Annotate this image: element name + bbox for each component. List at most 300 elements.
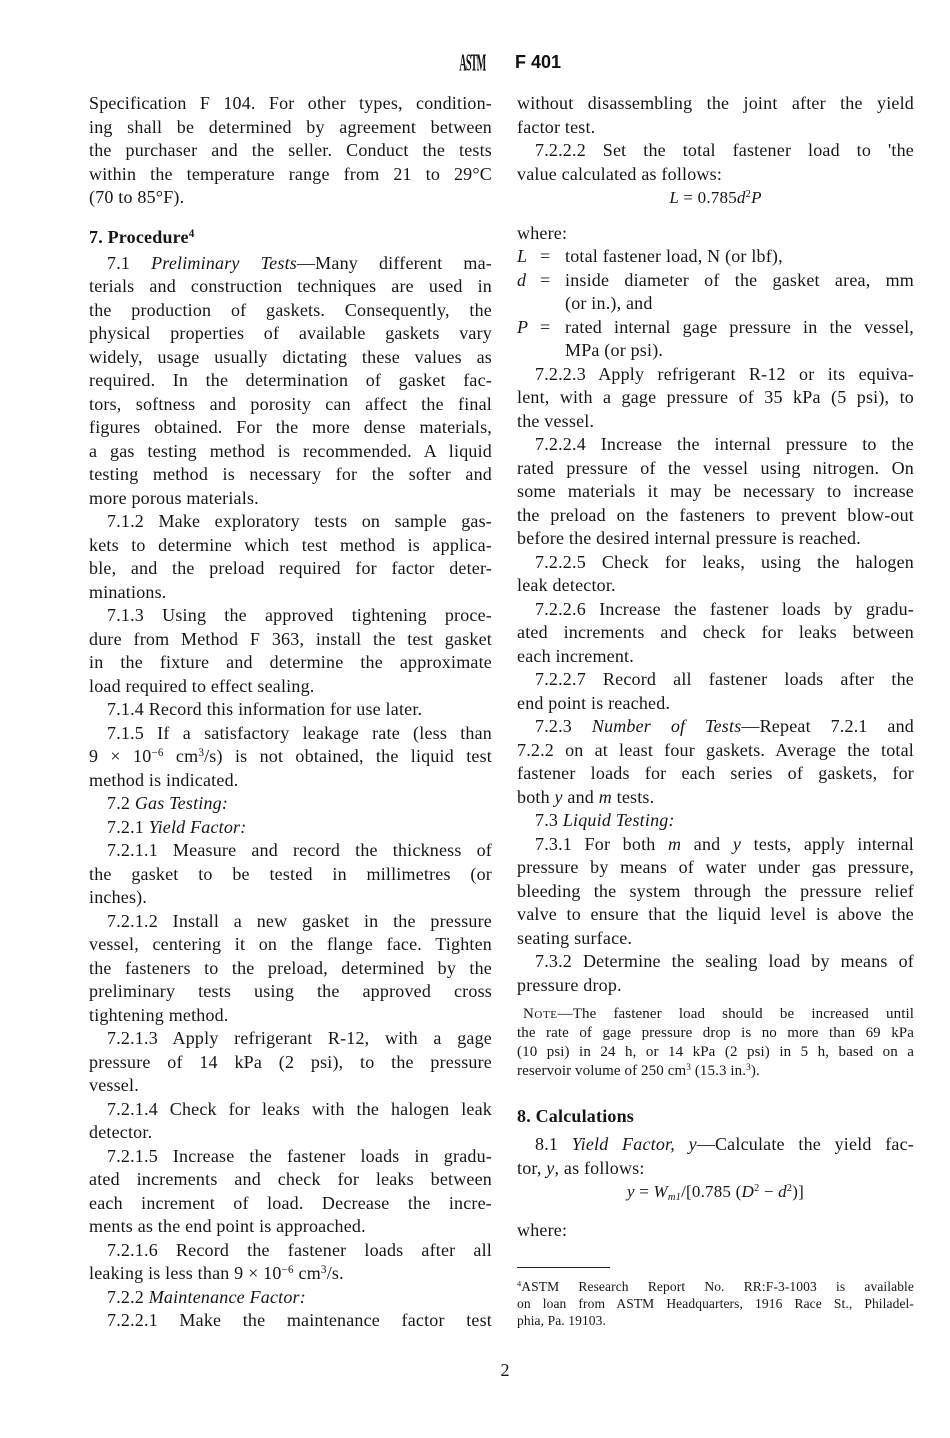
text-line: [89, 92, 492, 116]
text-line: [89, 163, 492, 187]
text-run: fastener loads for each series of gaskets, for: [517, 763, 914, 783]
text-line: [517, 527, 914, 551]
text-line: [89, 933, 492, 957]
text-run: 8. Calculations: [517, 1106, 635, 1126]
italic-run: Number of Tests: [591, 716, 742, 736]
text-line: [89, 1051, 492, 1075]
text-run: ing shall be determined by agreement between: [89, 116, 492, 137]
paragraph-7-1-2: [89, 510, 492, 604]
superscript: 3: [320, 1263, 327, 1276]
text-run: —Many different ma-: [296, 252, 492, 273]
text-run: vessel.: [89, 1075, 139, 1095]
italic-run: d: [778, 1182, 787, 1201]
paragraph-7-2-2-7: [517, 668, 914, 715]
text-run: bleeding the system through the pressure relief: [517, 880, 914, 901]
text-line: [517, 809, 914, 833]
text-line: [565, 245, 914, 269]
text-line: [517, 433, 914, 457]
text-run: on loan from ASTM Headquarters, 1916 Race St., Philadel-: [517, 1295, 914, 1311]
text-run: 7.2.2.4 Increase the internal pressure to the: [535, 434, 914, 454]
text-line: [89, 722, 492, 746]
text-line: [517, 833, 914, 857]
text-line: [517, 645, 914, 669]
text-run: 7.2.1.5 Increase the fastener loads in gradu-: [107, 1145, 492, 1166]
text-line: [565, 269, 914, 293]
where-label: [517, 222, 914, 246]
text-line: [517, 186, 914, 210]
text-run: rated pressure of the vessel using nitrogen. On: [517, 457, 914, 478]
text-line: [517, 880, 914, 904]
text-run: value calculated as follows:: [517, 163, 723, 184]
footnote-divider: [517, 1267, 610, 1268]
text-line: [89, 1027, 492, 1051]
text-line: [89, 1262, 492, 1286]
text-line: [517, 668, 914, 692]
text-run: 7.2.2 on at least four gaskets. Average the total: [517, 739, 914, 760]
text-line: [517, 927, 914, 951]
text-run: some materials it may be necessary to increase: [517, 481, 914, 501]
text-run: the purchaser and the seller. Conduct the tests: [89, 140, 492, 160]
text-line: [517, 1278, 914, 1295]
text-line: [89, 1004, 492, 1028]
text-line: [517, 1219, 914, 1243]
text-line: [517, 1043, 914, 1062]
text-line: [89, 510, 492, 534]
italic-run: P: [751, 188, 762, 207]
text-run: vessel, centering it on the flange face. Tighten: [89, 934, 492, 954]
definition-text: [565, 245, 914, 269]
text-line: [89, 604, 492, 628]
definition-symbol: d: [517, 269, 526, 290]
text-run: tor,: [517, 1157, 547, 1178]
text-line: [89, 322, 492, 346]
text-run: 7.1.2 Make exploratory tests on sample gas-: [107, 511, 492, 531]
text-line: [517, 504, 914, 528]
where-label: [517, 1219, 914, 1243]
italic-run: D: [741, 1182, 754, 1201]
text-run: /s.: [326, 1263, 344, 1283]
text-run: 7.2.2.1 Make the maintenance factor test: [107, 1310, 492, 1330]
italic-run: d: [736, 188, 746, 207]
text-line: [517, 1157, 914, 1181]
text-line: [89, 369, 492, 393]
text-run: minations.: [89, 581, 167, 602]
text-run: dure from Method F 363, install the test gasket: [89, 628, 492, 649]
paragraph-7-1-5: [89, 722, 492, 793]
paragraph-7-3-2: [517, 950, 914, 997]
text-line: [89, 463, 492, 487]
text-run: 7.1.4 Record this information for use later.: [107, 699, 423, 719]
superscript: 4: [517, 1278, 522, 1288]
text-line: [517, 163, 914, 187]
text-line: [89, 910, 492, 934]
paragraph-7-2-2-1-continued: [517, 92, 914, 139]
text-line: [517, 692, 914, 716]
astm-logo-lettering: ASTM: [458, 48, 486, 76]
text-run: cm: [163, 746, 199, 766]
note: [517, 1005, 914, 1081]
superscript: 3: [198, 746, 205, 759]
text-run: preliminary tests using the approved cross: [89, 981, 492, 1001]
italic-run: m: [598, 786, 612, 807]
text-run: testing method is necessary for the softer and: [89, 464, 492, 484]
text-run: detector.: [89, 1122, 153, 1142]
text-line: [89, 839, 492, 863]
text-run: rated internal gage pressure in the vessel,: [565, 316, 914, 337]
subheading-7-2-gas-testing: [89, 792, 492, 816]
text-line: [517, 1133, 914, 1157]
italic-run: y: [546, 1157, 555, 1178]
paragraph-7-2-3: [517, 715, 914, 809]
italic-run: m: [668, 833, 682, 854]
superscript: −6: [151, 746, 164, 759]
text-run: 7.2.2.7 Record all fastener loads after the: [535, 669, 914, 689]
page-number: 2: [500, 1360, 510, 1380]
text-line: [89, 1074, 492, 1098]
superscript: −6: [281, 1263, 294, 1276]
text-line: [89, 628, 492, 652]
text-line: [565, 292, 914, 316]
superscript: 2: [786, 1183, 793, 1195]
text-run: the vessel.: [517, 410, 595, 431]
footnote-4: [517, 1278, 914, 1329]
text-run: tightening method.: [89, 1004, 229, 1025]
definition-equals: =: [540, 269, 551, 290]
text-run: lent, with a gage pressure of 35 kPa (5 psi), to: [517, 387, 914, 407]
superscript: 3: [686, 1062, 691, 1073]
text-line: [89, 1239, 492, 1263]
text-run: Specification F 104. For other types, condition-: [89, 93, 492, 113]
text-run: without disassembling the joint after the yield: [517, 93, 914, 113]
text-line: [517, 574, 914, 598]
text-line: [89, 863, 492, 887]
right-column: [517, 92, 914, 1329]
text-line: [517, 1005, 914, 1024]
text-line: [89, 186, 492, 210]
text-run: method is indicated.: [89, 769, 239, 790]
text-line: [517, 621, 914, 645]
text-line: [89, 1215, 492, 1239]
text-run: in the fixture and determine the approximate: [89, 652, 492, 672]
italic-run: y: [554, 786, 563, 807]
text-run: inside diameter of the gasket area, mm: [565, 269, 914, 290]
text-run: before the desired internal pressure is reached.: [517, 528, 861, 548]
italic-run: Yield Factor, y: [571, 1134, 697, 1154]
text-run: 7.2.3: [535, 716, 592, 736]
text-run: 7.2.1.4 Check for leaks with the halogen leak: [107, 1098, 492, 1119]
text-run: factor test.: [517, 116, 596, 137]
text-run: a gas testing method is recommended. A liquid: [89, 440, 492, 461]
italic-run: y: [732, 833, 742, 854]
text-line: [89, 275, 492, 299]
text-run: tests, apply internal: [741, 833, 914, 854]
paragraph-7-1-3: [89, 604, 492, 698]
paragraph-7-1: [89, 252, 492, 511]
text-line: [517, 974, 914, 998]
text-line: [517, 1295, 914, 1312]
text-line: [517, 457, 914, 481]
text-line: [89, 393, 492, 417]
section-heading-7-procedure: [89, 226, 492, 250]
definition-symbol: L: [517, 246, 528, 266]
text-line: [517, 715, 914, 739]
text-line: [517, 762, 914, 786]
definition-text: [565, 316, 914, 363]
text-line: [89, 651, 492, 675]
italic-run: Gas Testing:: [134, 793, 229, 813]
paragraph-7-2-2-1: [89, 1309, 492, 1333]
text-run: physical properties of available gaskets vary: [89, 323, 492, 343]
text-run: where:: [517, 222, 568, 243]
paragraph-7-2-1-1: [89, 839, 492, 910]
text-line: [89, 1309, 492, 1333]
definition-text: [565, 269, 914, 316]
text-line: [89, 252, 492, 276]
text-run: load required to effect sealing.: [89, 675, 315, 696]
text-line: [89, 1098, 492, 1122]
subheading-7-3-liquid-testing: [517, 809, 914, 833]
text-line: [89, 299, 492, 323]
text-line: [517, 116, 914, 140]
text-run: 7.2.1.1 Measure and record the thickness of: [107, 840, 492, 860]
superscript: 4: [188, 227, 195, 240]
text-run: reservoir volume of 250 cm: [517, 1062, 687, 1079]
paragraph-7-2-1-4: [89, 1098, 492, 1145]
text-run: required. In the determination of gasket fac-: [89, 370, 492, 390]
subheading-7-2-1-yield-factor: [89, 816, 492, 840]
text-run: 7.3.1 For both: [535, 833, 669, 854]
text-line: [89, 957, 492, 981]
text-line: [89, 534, 492, 558]
text-run: both: [517, 786, 555, 807]
text-line: [517, 1024, 914, 1043]
text-run: more porous materials.: [89, 487, 259, 508]
text-run: 7.1: [107, 252, 152, 273]
text-line: [89, 698, 492, 722]
text-run: 7.2.2.5 Check for leaks, using the halogen: [535, 551, 914, 572]
text-run: and: [562, 786, 599, 807]
text-line: [89, 980, 492, 1004]
paragraph-7-1-4: [89, 698, 492, 722]
text-line: [89, 1145, 492, 1169]
text-run: inches).: [89, 887, 148, 907]
text-run: 7.2.2.2 Set the total fastener load to 'the: [535, 140, 914, 160]
text-line: [89, 440, 492, 464]
text-line: [89, 886, 492, 910]
variable-definitions: [517, 245, 914, 363]
text-line: [517, 1105, 914, 1129]
text-run: 7.3.2 Determine the sealing load by means of: [535, 951, 914, 971]
text-run: −: [759, 1182, 779, 1201]
text-line: [517, 480, 914, 504]
text-line: [565, 339, 914, 363]
equation-yield-factor: [517, 1180, 914, 1204]
text-line: [517, 139, 914, 163]
text-run: 7.1.5 If a satisfactory leakage rate (less than: [107, 722, 492, 743]
italic-run: Preliminary Tests: [151, 252, 297, 273]
text-run: 7.2.2.6 Increase the fastener loads by gradu-: [535, 598, 914, 619]
text-run: =: [634, 1182, 654, 1201]
text-run: within the temperature range from 21 to 29°C: [89, 163, 492, 184]
subscript: m1: [667, 1191, 682, 1203]
text-run: —Calculate the yield fac-: [696, 1134, 914, 1154]
paragraph-7-2-2-6: [517, 598, 914, 669]
italic-run: L: [669, 188, 679, 207]
text-line: [89, 1121, 492, 1145]
text-line: [517, 222, 914, 246]
text-run: (or in.), and: [565, 293, 653, 313]
text-run: 7.2.2.3 Apply refrigerant R-12 or its equiva-: [535, 363, 914, 384]
superscript: 2: [753, 1183, 760, 1195]
text-line: [517, 786, 914, 810]
text-line: [89, 792, 492, 816]
text-run: the gasket to be tested in millimetres (or: [89, 863, 492, 884]
text-line: [517, 1312, 914, 1329]
superscript: 3: [746, 1062, 751, 1073]
italic-run: Maintenance Factor:: [148, 1286, 306, 1307]
definition-P: [517, 316, 914, 363]
text-run: terials and construction techniques are used in: [89, 276, 492, 296]
section-heading-8-calculations: [517, 1105, 914, 1129]
paragraph-7-2-1-6: [89, 1239, 492, 1286]
text-line: [517, 363, 914, 387]
text-run: , as follows:: [554, 1157, 645, 1178]
text-line: [89, 487, 492, 511]
left-column: [89, 92, 492, 1333]
text-line: [517, 551, 914, 575]
text-line: [565, 316, 914, 340]
superscript: 2: [745, 189, 752, 201]
text-run: leaking is less than 9 × 10: [89, 1263, 282, 1283]
text-line: [89, 116, 492, 140]
text-line: [517, 598, 914, 622]
text-run: MPa (or psi).: [565, 340, 664, 360]
text-run: = 0.785: [678, 188, 737, 207]
text-line: [517, 856, 914, 880]
text-run: (15.3 in.: [690, 1062, 747, 1079]
text-line: [517, 386, 914, 410]
text-line: [89, 557, 492, 581]
text-run: the preload on the fasteners to prevent blow-out: [517, 504, 914, 525]
text-line: [89, 346, 492, 370]
paragraph-7-2-2-3: [517, 363, 914, 434]
text-run: the production of gaskets. Consequently, the: [89, 299, 492, 320]
text-run: /s) is not obtained, the liquid test: [204, 746, 492, 766]
small-caps-run: Note: [523, 1005, 558, 1022]
text-run: ated increments and check for leaks between: [517, 622, 914, 642]
text-line: [89, 769, 492, 793]
italic-run: y: [627, 1182, 635, 1201]
text-line: [517, 1180, 914, 1204]
text-run: 7.2.1.2 Install a new gasket in the pressure: [107, 910, 492, 931]
text-run: seating surface.: [517, 927, 633, 948]
text-run: (70 to 85°F).: [89, 187, 185, 207]
text-line: [89, 226, 492, 250]
text-run: pressure drop.: [517, 974, 622, 995]
italic-run: W: [653, 1182, 668, 1201]
astm-logo: [452, 48, 492, 78]
equation-total-fastener-load: [517, 186, 914, 210]
text-run: 7.2: [107, 793, 135, 813]
subheading-7-2-2-maintenance-factor: [89, 1286, 492, 1310]
text-run: tests.: [611, 786, 655, 807]
definition-equals: =: [540, 246, 551, 266]
paragraph-6-continued: [89, 92, 492, 210]
text-run: 7.2.1.3 Apply refrigerant R-12, with a gage: [107, 1028, 492, 1048]
text-run: pressure by means of water under gas pressure,: [517, 857, 914, 877]
text-run: )]: [792, 1182, 804, 1201]
text-run: end point is reached.: [517, 692, 671, 713]
text-run: valve to ensure that the liquid level is above the: [517, 904, 914, 924]
text-run: ble, and the preload required for factor deter-: [89, 558, 492, 578]
text-line: [89, 816, 492, 840]
text-run: where:: [517, 1219, 568, 1240]
text-line: [517, 92, 914, 116]
text-run: the fasteners to the preload, determined by the: [89, 957, 492, 978]
text-line: [89, 581, 492, 605]
definition-L: [517, 245, 914, 269]
text-run: ments as the end point is approached.: [89, 1216, 366, 1236]
text-run: the rate of gage pressure drop is no more than 69 kPa: [517, 1024, 914, 1041]
text-run: 7.1.3 Using the approved tightening proce-: [107, 605, 492, 625]
text-line: [517, 1062, 914, 1081]
text-run: (10 psi) in 24 h, or 14 kPa (2 psi) in 5 h, based on a: [517, 1043, 914, 1060]
text-run: total fastener load, N (or lbf),: [565, 246, 783, 266]
italic-run: Liquid Testing:: [562, 810, 675, 830]
text-run: 7. Procedure: [89, 226, 189, 247]
text-line: [89, 139, 492, 163]
text-line: [89, 1168, 492, 1192]
paragraph-7-2-1-3: [89, 1027, 492, 1098]
text-run: ASTM Research Report No. RR:F-3-1003 is available: [521, 1278, 914, 1294]
text-run: phia, Pa. 19103.: [517, 1312, 606, 1328]
text-line: [517, 739, 914, 763]
text-run: —Repeat 7.2.1 and: [741, 716, 914, 736]
text-run: /[0.785 (: [681, 1182, 742, 1201]
text-run: 7.2.1: [107, 816, 149, 837]
paragraph-7-2-2-5: [517, 551, 914, 598]
paragraph-8-1: [517, 1133, 914, 1180]
text-line: [517, 903, 914, 927]
text-run: each increment.: [517, 645, 634, 666]
text-run: —The fastener load should be increased until: [557, 1005, 914, 1022]
definition-symbol: P: [517, 316, 528, 337]
definition-equals: =: [540, 316, 551, 337]
text-run: kets to determine which test method is applica-: [89, 534, 492, 555]
text-run: leak detector.: [517, 575, 616, 595]
text-run: and: [681, 833, 733, 854]
paragraph-7-2-1-2: [89, 910, 492, 1028]
text-run: 7.2.1.6 Record the fastener loads after all: [107, 1239, 492, 1260]
paragraph-7-3-1: [517, 833, 914, 951]
text-line: [517, 410, 914, 434]
text-run: 8.1: [535, 1134, 572, 1154]
text-line: [89, 745, 492, 769]
text-line: [89, 675, 492, 699]
italic-run: Yield Factor:: [148, 816, 247, 837]
paragraph-7-2-1-5: [89, 1145, 492, 1239]
text-line: [89, 1192, 492, 1216]
text-run: 7.3: [535, 810, 563, 830]
text-run: cm: [293, 1263, 321, 1283]
text-run: widely, usage usually dictating these values as: [89, 346, 492, 367]
text-run: tors, softness and porosity can affect the final: [89, 393, 492, 414]
text-run: each increment of load. Decrease the incre-: [89, 1192, 492, 1213]
text-line: [517, 950, 914, 974]
text-line: [89, 1286, 492, 1310]
text-run: figures obtained. For the more dense materials,: [89, 417, 492, 437]
text-run: 7.2.2: [107, 1286, 149, 1307]
